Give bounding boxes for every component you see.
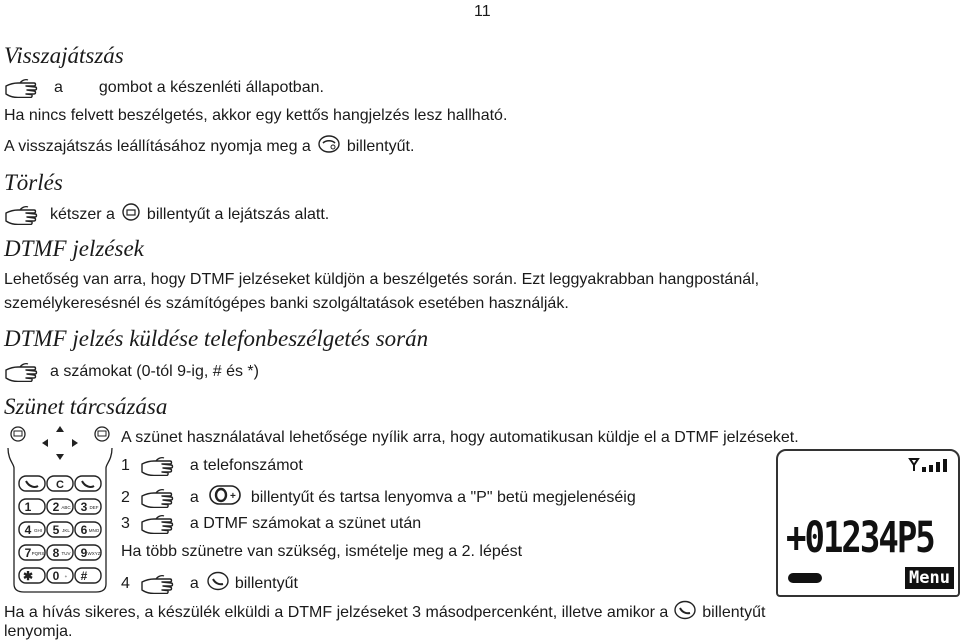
footer-line-1-post: billentyűt <box>702 604 766 621</box>
key-digit: 6 <box>80 523 88 537</box>
keypad-key <box>47 522 73 537</box>
key-digit: 5 <box>52 523 60 537</box>
dtmf-call-line-1 <box>4 362 259 382</box>
page-number: 11 <box>474 3 491 20</box>
svg-text:+: + <box>229 491 236 502</box>
key-digit: 4 <box>24 523 32 537</box>
hand-press-icon <box>140 456 180 476</box>
hand-press-icon <box>140 514 180 534</box>
phone-keypad-illustration <box>4 424 116 594</box>
key-digit: 2 <box>52 500 60 514</box>
pause-intro: A szünet használatával lehetősége nyílik arra, hogy automatikusan küldje el a DTMF jelzéseket. <box>121 429 799 446</box>
step-text: a DTMF számokat a szünet után <box>189 515 422 532</box>
keypad-drawing <box>4 424 116 594</box>
section-heading-dtmf-call: DTMF jelzés küldése telefonbeszélgetés során <box>4 326 429 351</box>
playback-line-1-text: gombot a készenléti állapotban. <box>98 79 324 96</box>
key-digit: 7 <box>24 546 32 560</box>
delete-line-1-post: billentyűt a lejátszás alatt. <box>146 206 330 223</box>
signal-strength-icon <box>908 457 952 473</box>
key-letters: DEF <box>89 505 99 510</box>
keypad-key <box>47 545 73 560</box>
call-key-icon <box>674 600 696 626</box>
playback-line-3-pre: A visszajátszás leállításához nyomja meg a <box>4 138 311 155</box>
step-number: 3 <box>121 515 130 532</box>
key-digit: 0 <box>52 569 60 583</box>
clear-key <box>47 476 73 491</box>
step-a: a <box>189 575 199 592</box>
keypad-key <box>19 499 45 514</box>
svg-text:C: C <box>56 479 64 491</box>
key-letters: GHI <box>33 528 43 533</box>
keypad-key <box>75 499 101 514</box>
phone-display <box>776 449 960 597</box>
section-heading-playback: Visszajátszás <box>4 43 124 68</box>
playback-line-1 <box>4 78 324 98</box>
keypad-key <box>75 545 101 560</box>
dtmf-line-1: Lehetőség van arra, hogy DTMF jelzéseket küldjön a beszélgetés során. Ezt leggyakrabban hangpostánál, <box>4 271 760 288</box>
pause-step-3 <box>121 514 421 534</box>
zero-plus-key-icon <box>209 485 241 511</box>
keypad-key <box>75 522 101 537</box>
key-digit: 3 <box>80 500 88 514</box>
hand-press-icon <box>140 574 180 594</box>
pause-note: Ha több szünetre van szükség, ismételje meg a 2. lépést <box>121 543 523 560</box>
section-heading-dtmf: DTMF jelzések <box>4 236 144 261</box>
delete-line-1 <box>4 202 329 228</box>
key-letters: PQRS <box>31 551 45 556</box>
footer-line-2: lenyomja. <box>4 623 73 640</box>
end-call-key-icon <box>317 134 341 160</box>
end-key <box>75 476 101 491</box>
step-number: 2 <box>121 489 130 506</box>
keypad-key <box>19 522 45 537</box>
right-softkey-icon <box>121 202 141 228</box>
pause-step-2 <box>121 485 636 511</box>
hand-press-icon <box>4 362 44 382</box>
step-a: a <box>189 489 199 506</box>
key-letters: TUV <box>61 551 71 556</box>
playback-line-2: Ha nincs felvett beszélgetés, akkor egy kettős hangjelzés lesz hallható. <box>4 107 508 124</box>
call-key-icon <box>207 571 229 597</box>
footer-line-1 <box>4 600 765 626</box>
step-number: 1 <box>121 457 130 474</box>
playback-line-1-a: a <box>54 79 63 96</box>
key-letters: + <box>64 574 68 579</box>
step-text: a telefonszámot <box>189 457 303 474</box>
playback-line-3 <box>4 134 414 160</box>
key-letters: MNO <box>88 528 100 533</box>
battery-indicator <box>788 573 822 583</box>
delete-line-1-pre: kétszer a <box>50 206 115 223</box>
key-letters: ABC <box>61 505 71 510</box>
key-digit: 1 <box>24 500 32 514</box>
key-letters: JKL <box>62 528 70 533</box>
keypad-key <box>19 568 45 583</box>
menu-softkey-label: Menu <box>905 567 954 589</box>
pause-step-4 <box>121 571 298 597</box>
key-digit: # <box>80 569 88 583</box>
step-number: 4 <box>121 575 130 592</box>
dtmf-line-2: személykeresésnél és számítógépes banki szolgáltatások esetében használják. <box>4 295 569 312</box>
key-letters: WXYZ <box>87 551 101 556</box>
pause-step-1 <box>121 456 303 476</box>
footer-line-1-pre: Ha a hívás sikeres, a készülék elküldi a DTMF jelzéseket 3 másodpercenként, illetve amikor a <box>4 604 669 621</box>
keypad-key <box>19 545 45 560</box>
display-number: +01234P5 <box>786 513 934 563</box>
keypad-key <box>75 568 101 583</box>
dtmf-call-line-1-text: a számokat (0-tól 9-ig, # és *) <box>50 363 259 380</box>
key-digit: 8 <box>52 546 60 560</box>
hand-press-icon <box>140 488 180 508</box>
key-digit: 9 <box>80 546 88 560</box>
key-digit: ✱ <box>22 569 34 583</box>
keypad-key <box>47 568 73 583</box>
call-key <box>19 476 45 491</box>
playback-line-3-post: billentyűt. <box>346 138 415 155</box>
step-text: billentyűt <box>234 575 298 592</box>
section-heading-delete: Törlés <box>4 170 63 195</box>
section-heading-pause: Szünet tárcsázása <box>4 394 168 419</box>
keypad-key <box>47 499 73 514</box>
step-text: billentyűt és tartsa lenyomva a "P" betü megjelenéséig <box>250 489 636 506</box>
hand-press-icon <box>4 205 44 225</box>
hand-press-icon <box>4 78 44 98</box>
